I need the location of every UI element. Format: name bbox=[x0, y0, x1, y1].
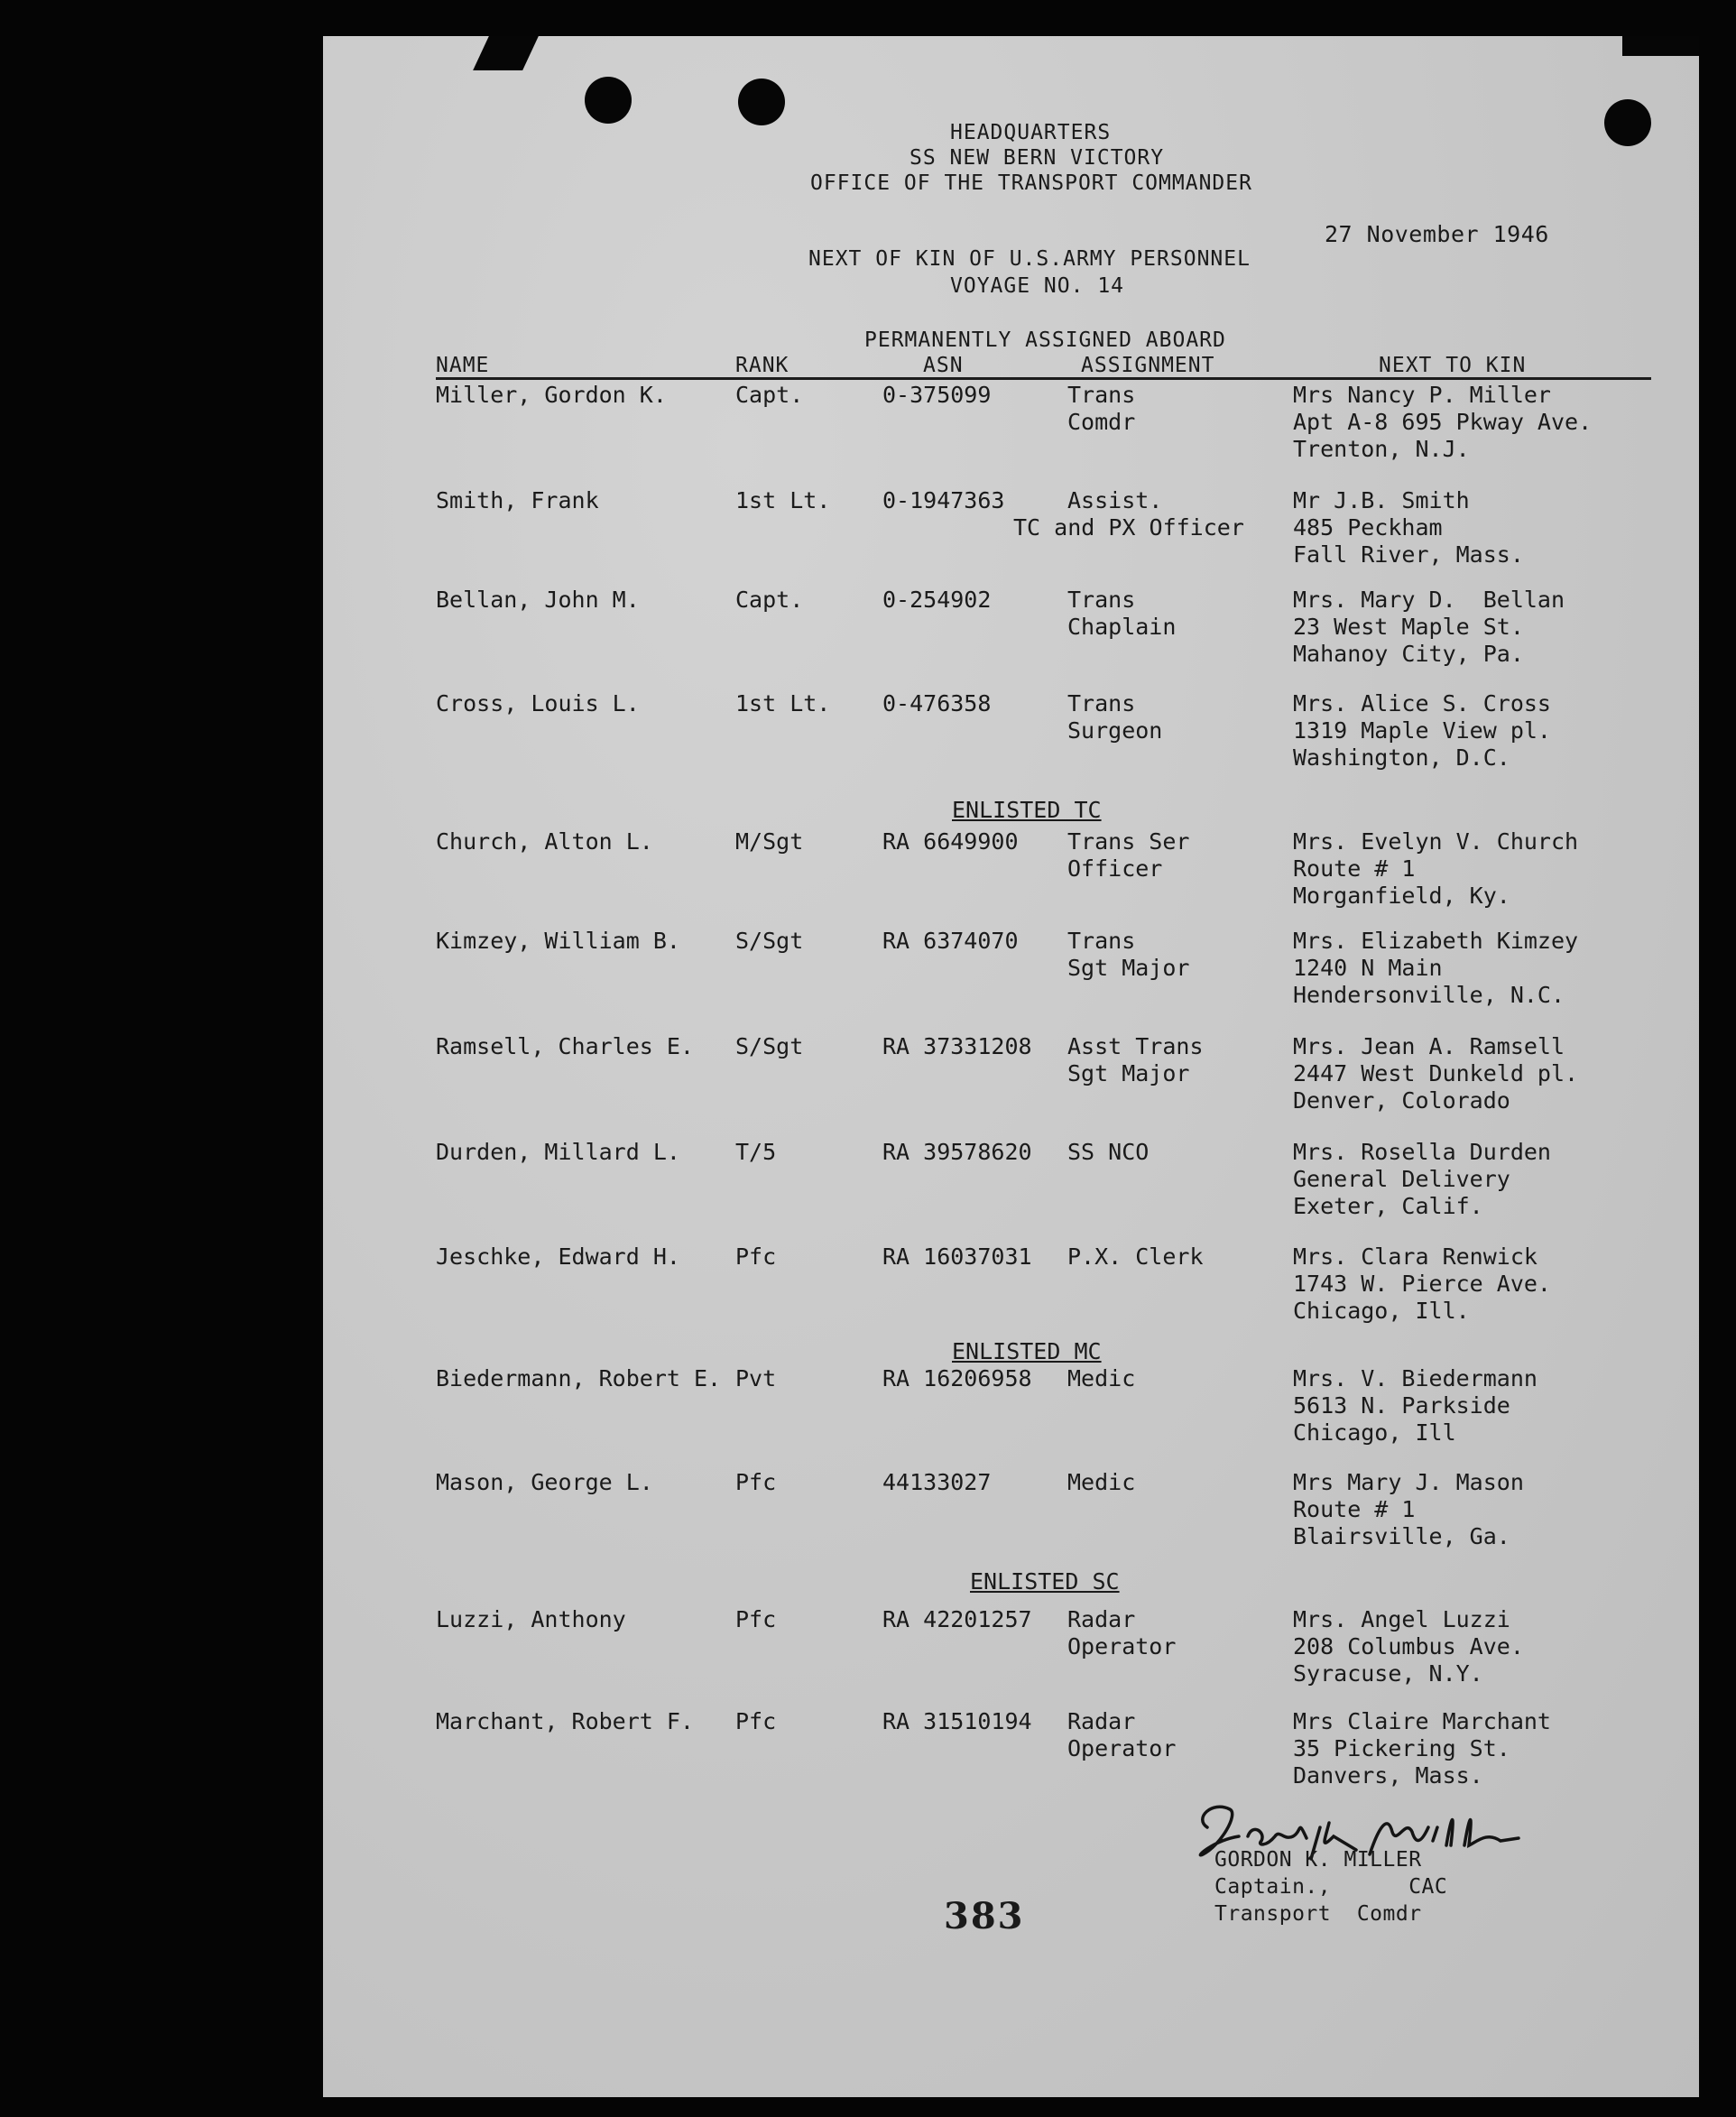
rank-cell: Pfc bbox=[735, 1469, 777, 1495]
kin-name-cell: Mrs Claire Marchant bbox=[1293, 1708, 1551, 1734]
assignment-cell: SS NCO bbox=[1067, 1139, 1150, 1165]
assignment-cell: Trans Ser bbox=[1067, 828, 1190, 855]
assignment-cell: Assist. bbox=[1067, 487, 1163, 513]
kin-name-cell: Mrs. Mary D. Bellan bbox=[1293, 587, 1565, 613]
assignment-cell-line2: Operator bbox=[1067, 1633, 1177, 1659]
rank-cell: Pfc bbox=[735, 1243, 777, 1270]
kin-name-cell: Mrs Nancy P. Miller bbox=[1293, 382, 1551, 408]
kin-city-cell: Danvers, Mass. bbox=[1293, 1762, 1483, 1789]
voyage-number: VOYAGE NO. 14 bbox=[950, 274, 1125, 298]
kin-city-cell: Fall River, Mass. bbox=[1293, 541, 1524, 568]
kin-name-cell: Mrs. V. Biedermann bbox=[1293, 1365, 1537, 1391]
name-cell: Jeschke, Edward H. bbox=[436, 1243, 680, 1270]
kin-address-cell: 1743 W. Pierce Ave. bbox=[1293, 1271, 1551, 1297]
kin-address-cell: 5613 N. Parkside bbox=[1293, 1392, 1510, 1419]
page-number: 383 bbox=[944, 1895, 1025, 1937]
asn-cell: 0-476358 bbox=[882, 690, 992, 716]
asn-cell: 44133027 bbox=[882, 1469, 992, 1495]
assignment-cell: Asst Trans bbox=[1067, 1033, 1204, 1059]
document-page bbox=[323, 36, 1699, 2097]
kin-name-cell: Mrs. Evelyn V. Church bbox=[1293, 828, 1579, 855]
header-line-3: OFFICE OF THE TRANSPORT COMMANDER bbox=[810, 171, 1252, 195]
kin-city-cell: Hendersonville, N.C. bbox=[1293, 982, 1565, 1008]
section-enlisted-mc: ENLISTED MC bbox=[952, 1338, 1102, 1364]
kin-city-cell: Denver, Colorado bbox=[1293, 1087, 1510, 1114]
kin-name-cell: Mrs. Elizabeth Kimzey bbox=[1293, 928, 1579, 954]
rank-cell: T/5 bbox=[735, 1139, 777, 1165]
assignment-cell: Radar bbox=[1067, 1708, 1136, 1734]
torn-corner bbox=[473, 36, 539, 70]
rank-cell: Pfc bbox=[735, 1708, 777, 1734]
header-line-1: HEADQUARTERS bbox=[950, 121, 1112, 144]
name-cell: Bellan, John M. bbox=[436, 587, 640, 613]
assignment-cell: Trans bbox=[1067, 587, 1136, 613]
assignment-cell: Trans bbox=[1067, 690, 1136, 716]
col-header-assignment: ASSIGNMENT bbox=[1081, 354, 1215, 377]
kin-city-cell: Blairsville, Ga. bbox=[1293, 1523, 1510, 1549]
col-header-asn: ASN bbox=[923, 354, 964, 377]
section-permanent: PERMANENTLY ASSIGNED ABOARD bbox=[864, 328, 1226, 352]
assignment-cell-line2: Comdr bbox=[1067, 409, 1136, 435]
header-line-2: SS NEW BERN VICTORY bbox=[910, 146, 1165, 170]
asn-cell: RA 6374070 bbox=[882, 928, 1019, 954]
kin-name-cell: Mrs. Clara Renwick bbox=[1293, 1243, 1537, 1270]
name-cell: Biedermann, Robert E. bbox=[436, 1365, 722, 1391]
asn-cell: 0-254902 bbox=[882, 587, 992, 613]
kin-address-cell: 23 West Maple St. bbox=[1293, 614, 1524, 640]
assignment-cell-line2: Officer bbox=[1067, 855, 1163, 882]
signatory-rank: Captain., CAC bbox=[1214, 1875, 1448, 1899]
kin-address-cell: General Delivery bbox=[1293, 1166, 1510, 1192]
rank-cell: 1st Lt. bbox=[735, 690, 831, 716]
rank-cell: M/Sgt bbox=[735, 828, 804, 855]
asn-cell: RA 37331208 bbox=[882, 1033, 1032, 1059]
torn-edge-right bbox=[1622, 36, 1699, 56]
name-cell: Smith, Frank bbox=[436, 487, 599, 513]
punch-hole-right bbox=[1604, 99, 1651, 146]
assignment-cell-line2: Sgt Major bbox=[1067, 955, 1190, 981]
punch-hole-left bbox=[585, 77, 632, 124]
name-cell: Ramsell, Charles E. bbox=[436, 1033, 694, 1059]
col-header-name: NAME bbox=[436, 354, 490, 377]
kin-address-cell: 485 Peckham bbox=[1293, 514, 1443, 541]
rank-cell: 1st Lt. bbox=[735, 487, 831, 513]
assignment-cell: Trans bbox=[1067, 928, 1136, 954]
kin-name-cell: Mrs Mary J. Mason bbox=[1293, 1469, 1524, 1495]
section-enlisted-tc: ENLISTED TC bbox=[952, 797, 1102, 823]
name-cell: Cross, Louis L. bbox=[436, 690, 640, 716]
rank-cell: S/Sgt bbox=[735, 928, 804, 954]
kin-address-cell: 208 Columbus Ave. bbox=[1293, 1633, 1524, 1659]
col-header-rank: RANK bbox=[735, 354, 790, 377]
kin-name-cell: Mrs. Rosella Durden bbox=[1293, 1139, 1551, 1165]
rank-cell: Capt. bbox=[735, 587, 804, 613]
kin-address-cell: 1240 N Main bbox=[1293, 955, 1443, 981]
kin-name-cell: Mr J.B. Smith bbox=[1293, 487, 1470, 513]
kin-city-cell: Chicago, Ill bbox=[1293, 1419, 1456, 1446]
assignment-cell-line2: Operator bbox=[1067, 1735, 1177, 1761]
rank-cell: Pfc bbox=[735, 1606, 777, 1632]
kin-address-cell: 1319 Maple View pl. bbox=[1293, 717, 1551, 744]
col-header-kin: NEXT TO KIN bbox=[1379, 354, 1527, 377]
kin-city-cell: Morganfield, Ky. bbox=[1293, 883, 1510, 909]
kin-city-cell: Mahanoy City, Pa. bbox=[1293, 641, 1524, 667]
kin-city-cell: Washington, D.C. bbox=[1293, 744, 1510, 771]
kin-address-cell: 2447 West Dunkeld pl. bbox=[1293, 1060, 1579, 1086]
kin-city-cell: Chicago, Ill. bbox=[1293, 1298, 1470, 1324]
kin-city-cell: Exeter, Calif. bbox=[1293, 1193, 1483, 1219]
name-cell: Kimzey, William B. bbox=[436, 928, 680, 954]
kin-address-cell: Apt A-8 695 Pkway Ave. bbox=[1293, 409, 1593, 435]
section-enlisted-sc: ENLISTED SC bbox=[970, 1568, 1120, 1595]
kin-name-cell: Mrs. Jean A. Ramsell bbox=[1293, 1033, 1565, 1059]
kin-city-cell: Trenton, N.J. bbox=[1293, 436, 1470, 462]
header-rule bbox=[436, 377, 1651, 380]
kin-name-cell: Mrs. Angel Luzzi bbox=[1293, 1606, 1510, 1632]
asn-cell: 0-375099 bbox=[882, 382, 992, 408]
signatory-name: GORDON K. MILLER bbox=[1214, 1848, 1422, 1872]
assignment-cell: Radar bbox=[1067, 1606, 1136, 1632]
asn-cell: RA 31510194 bbox=[882, 1708, 1032, 1734]
name-cell: Miller, Gordon K. bbox=[436, 382, 667, 408]
assignment-cell-line2: Sgt Major bbox=[1067, 1060, 1190, 1086]
rank-cell: Capt. bbox=[735, 382, 804, 408]
punch-hole-center bbox=[738, 79, 785, 125]
asn-cell: RA 16037031 bbox=[882, 1243, 1032, 1270]
kin-city-cell: Syracuse, N.Y. bbox=[1293, 1660, 1483, 1687]
asn-cell: RA 39578620 bbox=[882, 1139, 1032, 1165]
name-cell: Durden, Millard L. bbox=[436, 1139, 680, 1165]
name-cell: Luzzi, Anthony bbox=[436, 1606, 626, 1632]
asn-cell: 0-1947363 bbox=[882, 487, 1005, 513]
asn-cell: RA 42201257 bbox=[882, 1606, 1032, 1632]
assignment-cell-line2: TC and PX Officer bbox=[1013, 514, 1244, 541]
assignment-cell-line2: Surgeon bbox=[1067, 717, 1163, 744]
kin-name-cell: Mrs. Alice S. Cross bbox=[1293, 690, 1551, 716]
assignment-cell: Medic bbox=[1067, 1469, 1136, 1495]
name-cell: Marchant, Robert F. bbox=[436, 1708, 694, 1734]
document-title: NEXT OF KIN OF U.S.ARMY PERSONNEL bbox=[808, 247, 1251, 271]
assignment-cell: Trans bbox=[1067, 382, 1136, 408]
assignment-cell-line2: Chaplain bbox=[1067, 614, 1177, 640]
kin-address-cell: 35 Pickering St. bbox=[1293, 1735, 1510, 1761]
rank-cell: S/Sgt bbox=[735, 1033, 804, 1059]
signatory-title: Transport Comdr bbox=[1214, 1902, 1422, 1926]
name-cell: Church, Alton L. bbox=[436, 828, 653, 855]
document-date: 27 November 1946 bbox=[1325, 221, 1549, 247]
rank-cell: Pvt bbox=[735, 1365, 777, 1391]
assignment-cell: Medic bbox=[1067, 1365, 1136, 1391]
asn-cell: RA 6649900 bbox=[882, 828, 1019, 855]
kin-address-cell: Route # 1 bbox=[1293, 855, 1416, 882]
kin-address-cell: Route # 1 bbox=[1293, 1496, 1416, 1522]
name-cell: Mason, George L. bbox=[436, 1469, 653, 1495]
asn-cell: RA 16206958 bbox=[882, 1365, 1032, 1391]
assignment-cell: P.X. Clerk bbox=[1067, 1243, 1204, 1270]
